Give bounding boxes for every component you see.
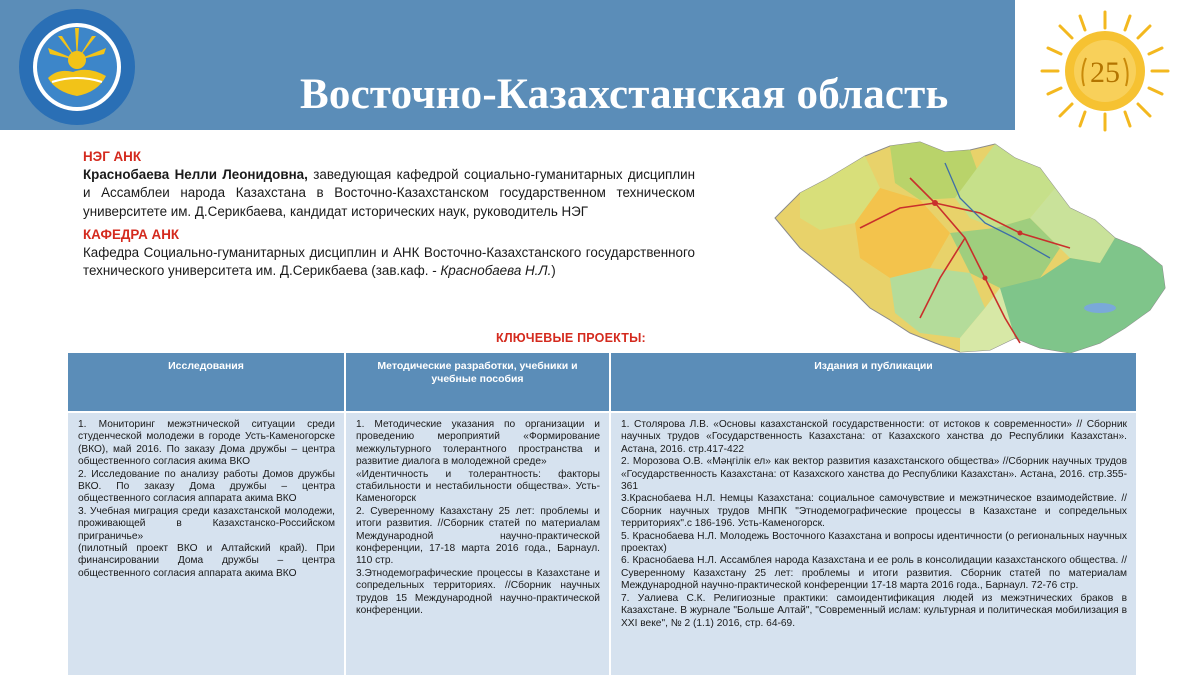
department-text: Кафедра Социально-гуманитарных дисциплин и АНК Восточно-Казахстанского государственного технического университета им. Д.Серикбаева (зав.каф. - xyxy=(83,245,695,279)
intro-text-block xyxy=(83,148,695,280)
publication-item-1: 1. Столярова Л.В. «Основы казахстанской государственности: от истоков к современности» // Сборник научных трудов «Государственность Казахстана: от Казахского ханства до Республики Казахстан». Астана, 2016. стр.417-422 xyxy=(621,419,1127,455)
research-item-3-note: (пилотный проект ВКО и Алтайский край). При финансировании Дома дружбы – центра общественного согласия аппарата акима ВКО xyxy=(78,543,335,579)
methodical-cell xyxy=(345,412,610,675)
sun-25-emblem-icon xyxy=(1030,6,1180,136)
column-header-publications: Издания и публикации xyxy=(610,353,1137,412)
methodical-item-2: 2. Суверенному Казахстану 25 лет: проблемы и итоги развития. //Сборник статей по материалам Международной научно-практической конференции, 17-18 марта 2016 года., Барнаул. 110 стр. xyxy=(356,505,600,567)
table-row xyxy=(67,412,1137,675)
publication-item-6: 6. Краснобаева Н.Л. Ассамблея народа Казахстана и ее роль в консолидации казахстанского общества. //Суверенному Казахстану 25 лет: проблемы и итоги развития. Сборник статей по материалам Международной научно-практической конференции 17-18 марта 2016 года., Барнаул. 72-76 стр. xyxy=(621,555,1127,592)
publications-cell xyxy=(610,412,1137,675)
region-map xyxy=(770,138,1170,358)
neg-heading: НЭГ АНК xyxy=(83,149,142,164)
assembly-emblem-icon xyxy=(18,8,136,126)
methodical-item-3: 3.Этнодемографические процессы в Казахстане и сопредельных территориях. //Сборник научных трудов 15 Международной научно-практической конференции. xyxy=(356,567,600,617)
key-projects-table xyxy=(66,353,1138,675)
research-item-3: 3. Учебная миграция среди казахстанской молодежи, проживающей в Казахстанско-Российском приграничье» xyxy=(78,505,335,542)
leader-name: Краснобаева Нелли Леонидовна, xyxy=(83,167,308,183)
publication-item-3: 3.Краснобаева Н.Л. Немцы Казахстана: социальное самочувствие и межэтническое взаимодействие. // Сборник научных трудов МНПК "Этнодемографические процессы в Казахстане и сопредельных территориях".с 186-196. Усть-Каменогорск. xyxy=(621,493,1127,530)
methodical-item-1-cont: «Идентичность и толерантность: факторы стабильности и нестабильности общества». Усть-Каменогорск xyxy=(356,468,600,505)
publication-item-2: 2. Морозова О.В. «Мәңгілік ел» как вектор развития казахстанского общества» //Сборник научных трудов «Государственность Казахстана: от Казахского ханства до Республики Казахстан». Астана, 2016. стр.355-361 xyxy=(621,456,1127,493)
publication-item-5: 5. Краснобаева Н.Л. Молодежь Восточного Казахстана и вопросы идентичности (о региональных научных проектах) xyxy=(621,530,1127,555)
column-header-methodical: Методические разработки, учебники и учебные пособия xyxy=(345,353,610,412)
research-cell xyxy=(67,412,345,675)
table-header-row xyxy=(67,353,1137,412)
column-header-research: Исследования xyxy=(67,353,345,412)
publication-item-7: 7. Уалиева С.К. Религиозные практики: самоидентификация людей из межэтнических браков в Казахстане. В журнале "Больше Алтай", "Современный ислам: культурная и политическая мобилизация в XXI веке", № 2 (1.1) 2016, стр. 64-69. xyxy=(621,592,1127,629)
department-head-name: Краснобаева Н.Л. xyxy=(440,263,552,279)
research-item-1: 1. Мониторинг межэтнической ситуации среди студенческой молодежи в городе Усть-Каменогорске (ВКО), май 2016. По заказу Дома дружбы – центра общественного согласия акима ВКО xyxy=(78,419,335,468)
department-description xyxy=(83,244,695,280)
department-text-end: ) xyxy=(551,263,556,279)
page-title: Восточно-Казахстанская область xyxy=(300,71,949,118)
emblem-number: 25 xyxy=(1090,56,1120,89)
research-item-2: 2. Исследование по анализу работы Домов дружбы ВКО. По заказу Дома дружбы – центра общественного согласия аппарата акима ВКО xyxy=(78,468,335,505)
methodical-item-1: 1. Методические указания по организации и проведению мероприятий «Формирование межкультурного толерантного пространства и развитие диалога в молодежной среде» xyxy=(356,419,600,468)
leader-description: заведующая кафедрой социально-гуманитарных дисциплин и Ассамблеи народа Казахстана в Восточно-Казахстанском государственном техническом университете им. Д.Серикбаева, кандидат исторических наук, руководитель НЭГ xyxy=(83,167,695,219)
neg-description xyxy=(83,166,695,221)
key-projects-title: КЛЮЧЕВЫЕ ПРОЕКТЫ: xyxy=(496,331,646,345)
department-heading: КАФЕДРА АНК xyxy=(83,226,180,242)
